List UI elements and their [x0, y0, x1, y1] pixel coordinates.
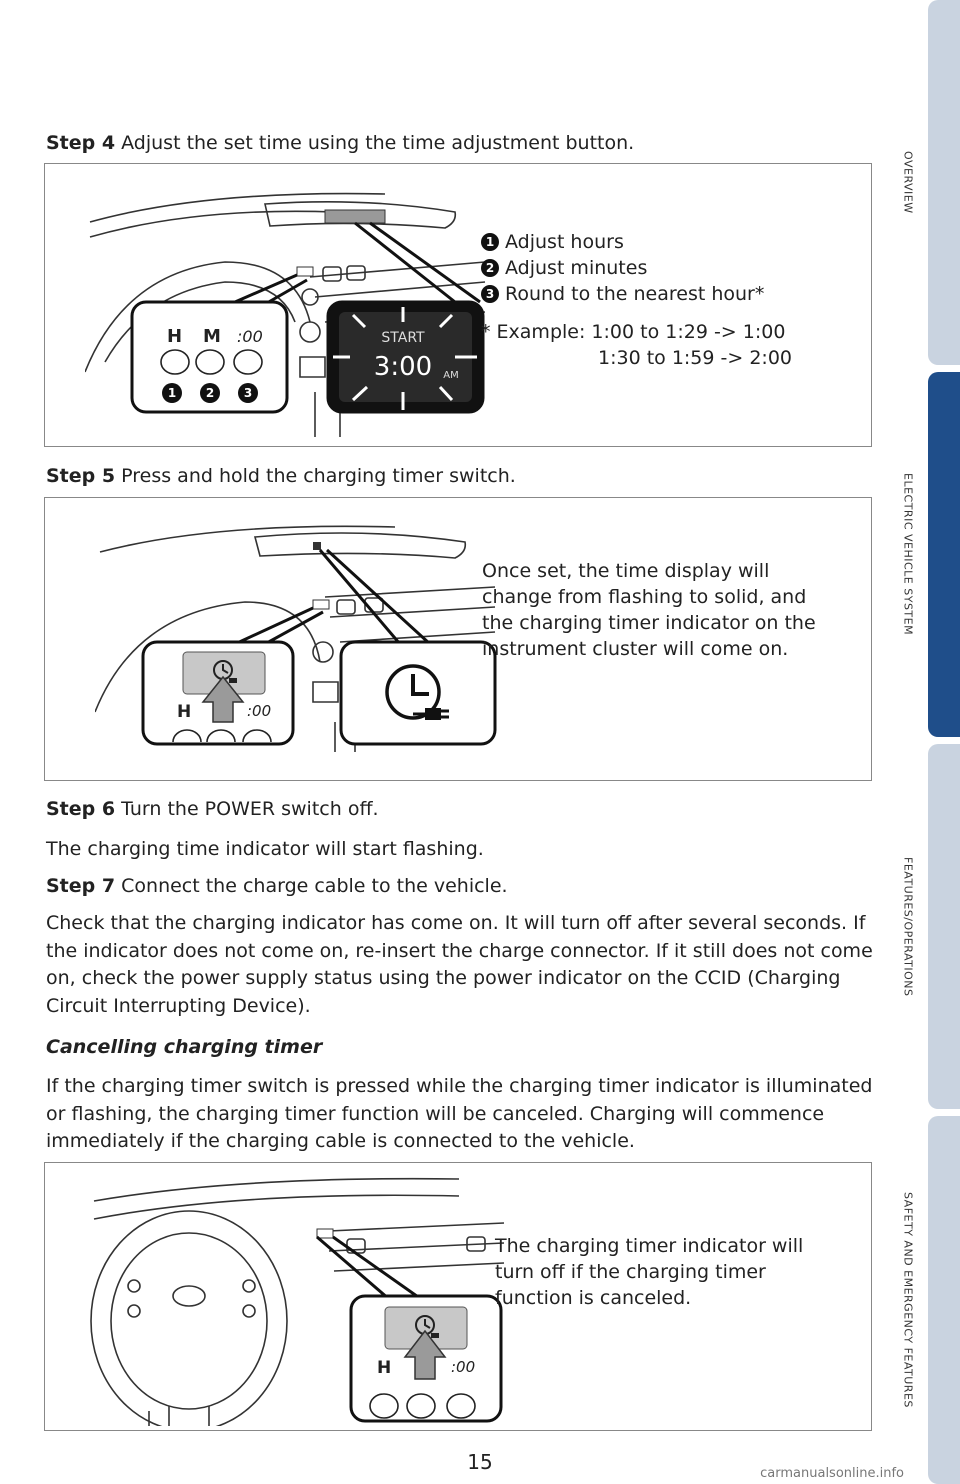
svg-text:2: 2	[205, 386, 215, 400]
cancel-text: If the charging timer switch is pressed while the charging timer indicator is illuminated or flashing, the charging timer function will be canceled. Charging will commence immediately if the charging cable is connected to the vehicle.	[46, 1075, 873, 1152]
tab-overview[interactable]	[928, 0, 960, 365]
button-h-label: H	[167, 326, 183, 347]
list-item	[481, 281, 792, 307]
tab-features-operations[interactable]	[928, 744, 960, 1109]
display-start-label: START	[381, 330, 425, 346]
dashboard-illustration-3	[89, 1171, 509, 1426]
step-4-heading	[46, 131, 634, 155]
list-item-text: Adjust minutes	[505, 257, 648, 279]
tab-electric-vehicle-system[interactable]	[928, 372, 960, 737]
number-badge: 1	[481, 233, 499, 251]
step-7-heading	[46, 874, 508, 898]
step-6-label: Step 6	[46, 798, 116, 820]
display-am-label: AM	[443, 370, 459, 381]
button-h-label: H	[377, 1358, 392, 1378]
cancel-timer-note: The charging timer indicator will turn off if the charging timer function is canceled.	[495, 1235, 804, 1309]
button-00-label: :00	[237, 327, 263, 346]
svg-text:1: 1	[167, 386, 177, 400]
tab-safety-emergency[interactable]	[928, 1116, 960, 1484]
time-adjust-notes	[481, 229, 792, 371]
button-00-label: :00	[247, 702, 272, 720]
step-5-label: Step 5	[46, 465, 116, 487]
step-7-label: Step 7	[46, 875, 116, 897]
example-line-2: 1:30 to 1:59 -> 2:00	[598, 347, 793, 369]
step-4-text: Adjust the set time using the time adjustment button.	[115, 132, 635, 154]
cancel-heading: Cancelling charging timer	[46, 1036, 323, 1058]
dashboard-illustration-1	[85, 182, 495, 437]
step-6-heading	[46, 797, 379, 821]
list-item-text: Round to the nearest hour*	[505, 283, 765, 305]
figure-cancel-timer	[44, 1162, 872, 1431]
button-h-label: H	[177, 702, 192, 722]
button-m-label: M	[203, 326, 221, 347]
step-6-note: The charging time indicator will start flashing.	[46, 838, 484, 860]
display-time: 3:00	[373, 352, 433, 382]
tab-label-safety-emergency: SAFETY AND EMERGENCY FEATURES	[901, 1192, 915, 1408]
button-00-label: :00	[451, 1358, 476, 1376]
tab-label-electric-vehicle-system: ELECTRIC VEHICLE SYSTEM	[901, 473, 915, 636]
dashboard-illustration-2	[95, 512, 505, 752]
tab-label-overview: OVERVIEW	[901, 151, 915, 214]
step-4-label: Step 4	[46, 132, 116, 154]
step-5-text: Press and hold the charging timer switch.	[115, 465, 516, 487]
example-line-1: 1:00 to 1:29 -> 1:00	[591, 321, 786, 343]
list-item	[481, 255, 792, 281]
section-tabs	[928, 0, 960, 1484]
figure-charging-timer-switch	[44, 497, 872, 781]
list-item	[481, 229, 792, 255]
number-badge: 2	[481, 259, 499, 277]
example-label: * Example:	[481, 321, 586, 343]
tab-label-features-operations: FEATURES/OPERATIONS	[901, 856, 915, 997]
charging-timer-note: Once set, the time display will change from flashing to solid, and the charging timer indicator on the instrument cluster will come on.	[482, 560, 816, 660]
example-note	[481, 319, 792, 371]
step-7-text: Connect the charge cable to the vehicle.	[115, 875, 508, 897]
step-7-note: Check that the charging indicator has come on. It will turn off after several seconds. If the indicator does not come on, re-insert the charge connector. If it still does not come on, check the power supply status using the power indicator on the CCID (Charging Circuit Interrupting Device).	[46, 912, 873, 1017]
number-badge: 3	[481, 285, 499, 303]
page-number: 15	[467, 1450, 493, 1474]
step-5-heading	[46, 464, 516, 488]
step-6-text: Turn the POWER switch off.	[115, 798, 379, 820]
figure-time-adjustment	[44, 163, 872, 447]
svg-text:3: 3	[243, 386, 253, 400]
watermark-text: carmanualsonline.info	[760, 1466, 904, 1481]
list-item-text: Adjust hours	[505, 231, 624, 253]
